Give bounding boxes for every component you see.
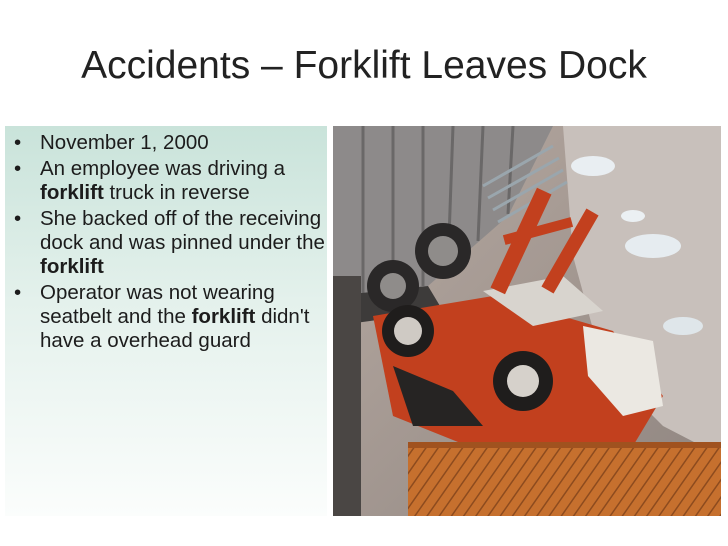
bullet-item xyxy=(10,207,330,279)
slide-title: Accidents – Forklift Leaves Dock xyxy=(81,44,647,87)
bullet-text: November 1, 2000 xyxy=(40,131,209,154)
bullet-item xyxy=(10,281,330,353)
bullet-text: Operator was not wearing seatbelt and the xyxy=(40,281,275,328)
overturned-forklift-photo xyxy=(333,126,721,516)
bullet-text: truck in reverse xyxy=(103,181,250,204)
forklift-accident-illustration xyxy=(333,126,721,516)
bullet-dot: • xyxy=(14,207,22,230)
bullet-item xyxy=(10,131,330,155)
bullet-text: She backed off of the receiving dock and was pinned under the xyxy=(40,207,325,254)
bullet-bold-text: forklift xyxy=(191,305,256,328)
bullet-bold-text: forklift xyxy=(40,181,104,204)
bullet-bold-text: forklift xyxy=(40,255,104,278)
bullet-text: An employee was driving a xyxy=(40,157,285,180)
bullet-dot: • xyxy=(14,157,22,180)
bullet-dot: • xyxy=(14,281,22,304)
bullet-dot: • xyxy=(14,131,22,154)
bullet-text: didn't have a overhead guard xyxy=(40,305,310,352)
bullet-list xyxy=(10,131,330,355)
bullet-item xyxy=(10,157,330,205)
